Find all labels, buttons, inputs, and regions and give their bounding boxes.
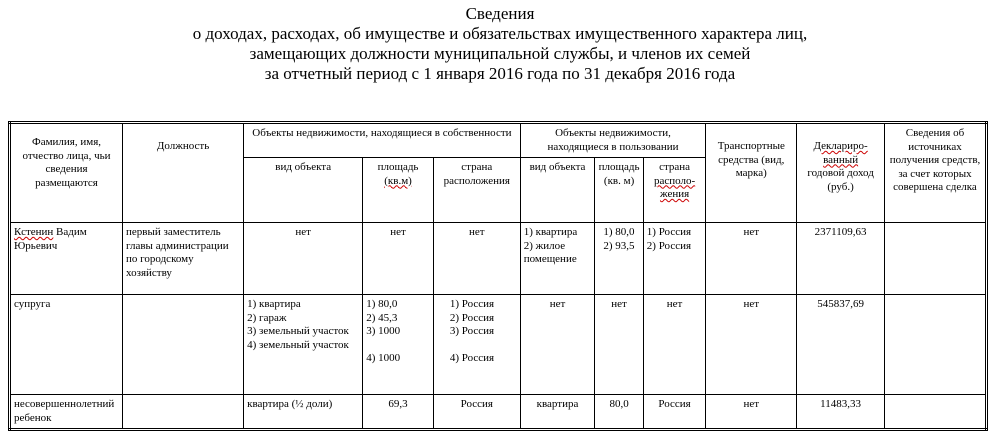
row3-position xyxy=(123,395,244,430)
header-income-part-2: ванный xyxy=(823,153,859,166)
row2-owned-type-3: 3) земельный участок xyxy=(247,325,349,337)
row2-owned-country-2: 2) Россия xyxy=(449,311,495,324)
row1-surname: Кстенин xyxy=(14,226,54,238)
header-used-group: Объекты недвижимости, находящиеся в пользовании xyxy=(520,123,706,158)
row2-owned-area-4: 4) 1000 xyxy=(366,352,401,364)
header-owned-area-unit: (кв.м) xyxy=(384,174,412,187)
row3-owned-country: Россия xyxy=(433,395,520,430)
declaration-table xyxy=(8,121,988,431)
row2-owned-type-4: 4) земельный участок xyxy=(247,338,349,351)
title-line-3: замещающих должности муниципальной службы, и членов их семей xyxy=(249,44,751,63)
row3-owned-area: 69,3 xyxy=(363,395,434,430)
header-income xyxy=(797,123,885,223)
row1-used-area-2: 2) 93,5 xyxy=(603,239,635,252)
row1-used-country-2: 2) Россия xyxy=(646,239,692,252)
row2-used-type: нет xyxy=(520,295,595,395)
header-used-country-part-2: располо- xyxy=(653,174,696,187)
table-row xyxy=(10,395,987,430)
row1-used-area xyxy=(595,223,643,295)
header-owned-area xyxy=(363,158,434,223)
header-owned-country: страна расположения xyxy=(433,158,520,223)
header-sources: Сведения об источниках получения средств, за счет которых совершена сделка xyxy=(884,123,986,223)
header-used-area xyxy=(595,158,643,223)
header-name: Фамилия, имя, отчество лица, чьи сведения размещаются xyxy=(10,123,123,223)
title-line-2: о доходах, расходах, об имуществе и обязательствах имущественного характера лиц, xyxy=(192,24,808,43)
row2-vehicles: нет xyxy=(706,295,797,395)
header-income-part-1: Деклариро- xyxy=(813,140,868,152)
row2-owned-area-2: 2) 45,3 xyxy=(366,311,398,324)
row2-owned-country-3: 3) Россия xyxy=(449,325,495,337)
header-used-country-part-3: жения xyxy=(659,188,690,200)
row1-income: 2371109,63 xyxy=(797,223,885,295)
row3-used-country: Россия xyxy=(643,395,706,430)
table-row xyxy=(10,295,987,395)
row3-used-area: 80,0 xyxy=(595,395,643,430)
row1-used-country xyxy=(643,223,706,295)
header-income-part-3: годовой доход (руб.) xyxy=(807,167,874,193)
header-used-area-label: площадь xyxy=(598,161,640,173)
row2-used-country: нет xyxy=(643,295,706,395)
table-row xyxy=(10,223,987,295)
header-used-country-part-1: страна xyxy=(659,161,691,173)
row2-owned-area xyxy=(363,295,434,395)
row1-owned-type: нет xyxy=(244,223,363,295)
row1-used-type-1: 1) квартира xyxy=(523,226,578,238)
row3-owned-type: квартира (½ доли) xyxy=(244,395,363,430)
row2-owned-country xyxy=(433,295,520,395)
row1-name xyxy=(10,223,123,295)
row2-owned-country-1: 1) Россия xyxy=(449,298,495,310)
row1-owned-country: нет xyxy=(433,223,520,295)
document-title xyxy=(0,4,1000,84)
row1-used-area-1: 1) 80,0 xyxy=(603,226,635,238)
header-used-area-unit: (кв. м) xyxy=(603,174,635,187)
row2-name: супруга xyxy=(10,295,123,395)
header-used-type: вид объекта xyxy=(520,158,595,223)
row1-used-type xyxy=(520,223,595,295)
row2-owned-area-3: 3) 1000 xyxy=(366,325,401,337)
row2-owned-area-1: 1) 80,0 xyxy=(366,298,398,310)
row3-vehicles: нет xyxy=(706,395,797,430)
row3-name: несовершеннолетний ребенок xyxy=(10,395,123,430)
row2-used-area: нет xyxy=(595,295,643,395)
row1-used-country-1: 1) Россия xyxy=(646,226,692,238)
row2-owned-type xyxy=(244,295,363,395)
row1-position: первый заместитель главы администрации по городскому хозяйству xyxy=(123,223,244,295)
row1-given-names: Вадим Юрьевич xyxy=(14,226,87,252)
row3-income: 11483,33 xyxy=(797,395,885,430)
row3-used-type: квартира xyxy=(520,395,595,430)
header-used-country xyxy=(643,158,706,223)
row2-owned-type-1: 1) квартира xyxy=(247,298,301,310)
title-line-1: Сведения xyxy=(465,4,535,23)
header-vehicles: Транспортные средства (вид, марка) xyxy=(706,123,797,223)
row1-owned-area: нет xyxy=(363,223,434,295)
row2-owned-type-2: 2) гараж xyxy=(247,311,287,324)
header-owned-group: Объекты недвижимости, находящиеся в собственности xyxy=(244,123,521,158)
row1-used-type-2: 2) жилое помещение xyxy=(523,239,577,265)
row2-owned-country-4: 4) Россия xyxy=(449,352,495,364)
row1-vehicles: нет xyxy=(706,223,797,295)
header-position: Должность xyxy=(123,123,244,223)
row2-position xyxy=(123,295,244,395)
row3-sources xyxy=(884,395,986,430)
title-line-4: за отчетный период с 1 января 2016 года по 31 декабря 2016 года xyxy=(264,64,736,83)
header-owned-type: вид объекта xyxy=(244,158,363,223)
header-owned-area-label: площадь xyxy=(377,161,419,173)
header-row-1 xyxy=(10,123,987,158)
row2-income: 545837,69 xyxy=(797,295,885,395)
row1-sources xyxy=(884,223,986,295)
row2-sources xyxy=(884,295,986,395)
